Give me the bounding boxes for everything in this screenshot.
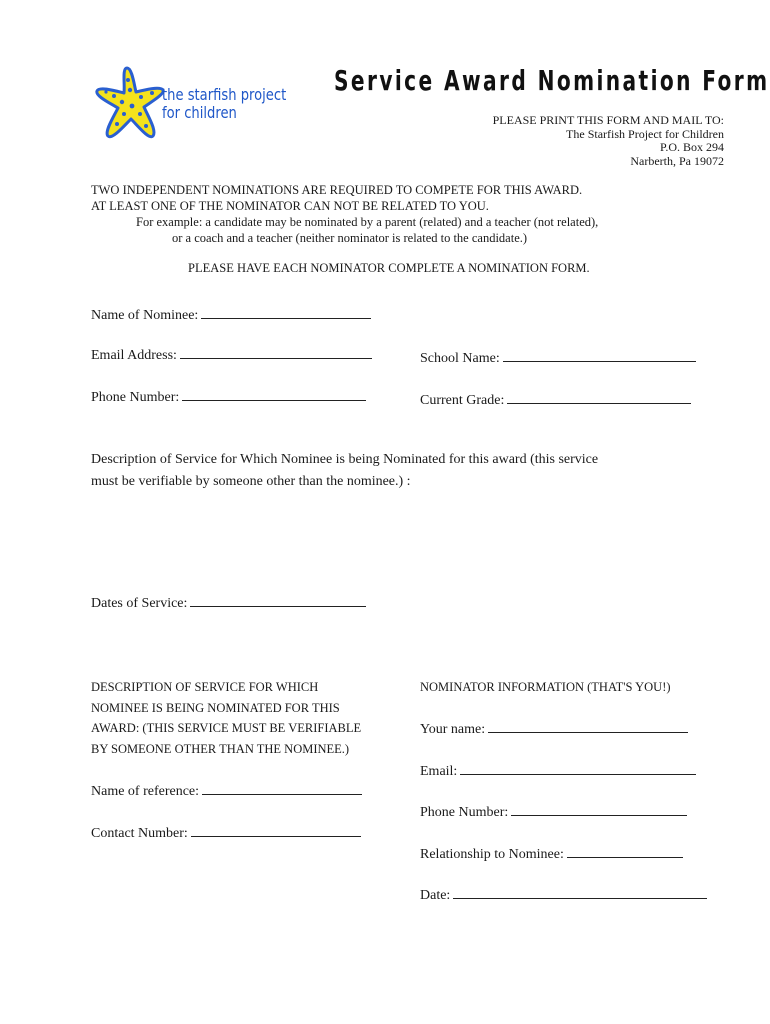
nominator-phone-label: Phone Number:: [420, 805, 509, 820]
your-name-field[interactable]: [420, 720, 688, 738]
email-address-line[interactable]: [180, 346, 372, 359]
date-label: Date:: [420, 888, 451, 903]
mail-city: Narberth, Pa 19072: [630, 153, 724, 168]
nominator-email-label: Email:: [420, 764, 458, 779]
notice-example-1: For example: a candidate may be nominated by a parent (related) and a teacher (not related),: [136, 215, 599, 229]
school-name-label: School Name:: [420, 351, 500, 366]
email-address-field[interactable]: [91, 346, 372, 364]
mail-to-address: [493, 114, 724, 168]
date-line[interactable]: [453, 886, 707, 899]
your-name-line[interactable]: [488, 720, 688, 733]
notice-line-1: TWO INDEPENDENT NOMINATIONS ARE REQUIRED TO COMPETE FOR THIS AWARD.: [91, 183, 583, 197]
contact-number-field[interactable]: [91, 824, 361, 842]
contact-number-label: Contact Number:: [91, 826, 188, 841]
page-title: Service Award Nomination Form: [334, 64, 770, 97]
nominee-name-line[interactable]: [201, 306, 371, 319]
starfish-icon: [94, 66, 168, 142]
mail-organization: The Starfish Project for Children: [566, 126, 724, 141]
reference-name-label: Name of reference:: [91, 784, 200, 799]
reference-line-4: BY SOMEONE OTHER THAN THE NOMINEE.): [91, 741, 350, 756]
relationship-label: Relationship to Nominee:: [420, 847, 564, 862]
reference-line-1: DESCRIPTION OF SERVICE FOR WHICH: [91, 680, 319, 694]
logo-line-2: for children: [162, 103, 237, 122]
phone-number-line[interactable]: [182, 388, 366, 401]
current-grade-label: Current Grade:: [420, 393, 505, 408]
mail-instruction: PLEASE PRINT THIS FORM AND MAIL TO:: [492, 113, 724, 127]
description-line-1: Description of Service for Which Nominee is being Nominated for this award (this service: [91, 452, 599, 467]
dates-of-service-line[interactable]: [190, 594, 366, 607]
notice-example-2: or a coach and a teacher (neither nominator is related to the candidate.): [172, 231, 528, 245]
date-field[interactable]: [420, 886, 707, 904]
mail-po-box: P.O. Box 294: [659, 140, 724, 154]
nominator-email-line[interactable]: [460, 762, 696, 775]
reference-name-line[interactable]: [202, 782, 362, 795]
nominee-name-label: Name of Nominee:: [91, 308, 199, 323]
current-grade-line[interactable]: [507, 391, 691, 404]
nominator-phone-field[interactable]: [420, 803, 687, 821]
your-name-label: Your name:: [420, 722, 486, 737]
email-address-label: Email Address:: [91, 348, 177, 363]
relationship-field[interactable]: [420, 845, 683, 863]
service-description-area[interactable]: [91, 496, 711, 580]
reference-line-2: NOMINEE IS BEING NOMINATED FOR THIS: [91, 700, 340, 715]
logo-line-1: the starfish project: [162, 85, 287, 104]
nominator-phone-line[interactable]: [511, 803, 687, 816]
reference-instructions: [91, 677, 361, 759]
dates-of-service-label: Dates of Service:: [91, 596, 188, 611]
school-name-field[interactable]: [420, 349, 696, 367]
phone-number-label: Phone Number:: [91, 390, 180, 405]
current-grade-field[interactable]: [420, 391, 691, 409]
reference-name-field[interactable]: [91, 782, 362, 800]
logo-text: [162, 86, 286, 122]
nominee-name-field[interactable]: [91, 306, 371, 324]
nominator-heading: NOMINATOR INFORMATION (THAT'S YOU!): [420, 680, 671, 694]
dates-of-service-field[interactable]: [91, 594, 366, 612]
school-name-line[interactable]: [503, 349, 696, 362]
phone-number-field[interactable]: [91, 388, 366, 406]
description-line-2: must be verifiable by someone other than the nominee.) :: [91, 474, 411, 489]
notice-instruction: PLEASE HAVE EACH NOMINATOR COMPLETE A NOMINATION FORM.: [188, 261, 590, 275]
relationship-line[interactable]: [567, 845, 683, 858]
reference-line-3: AWARD: (THIS SERVICE MUST BE VERIFIABLE: [91, 721, 362, 735]
nominator-email-field[interactable]: [420, 762, 696, 780]
notice-line-2: AT LEAST ONE OF THE NOMINATOR CAN NOT BE RELATED TO YOU.: [91, 199, 489, 213]
contact-number-line[interactable]: [191, 824, 361, 837]
service-description-prompt: [91, 449, 598, 493]
